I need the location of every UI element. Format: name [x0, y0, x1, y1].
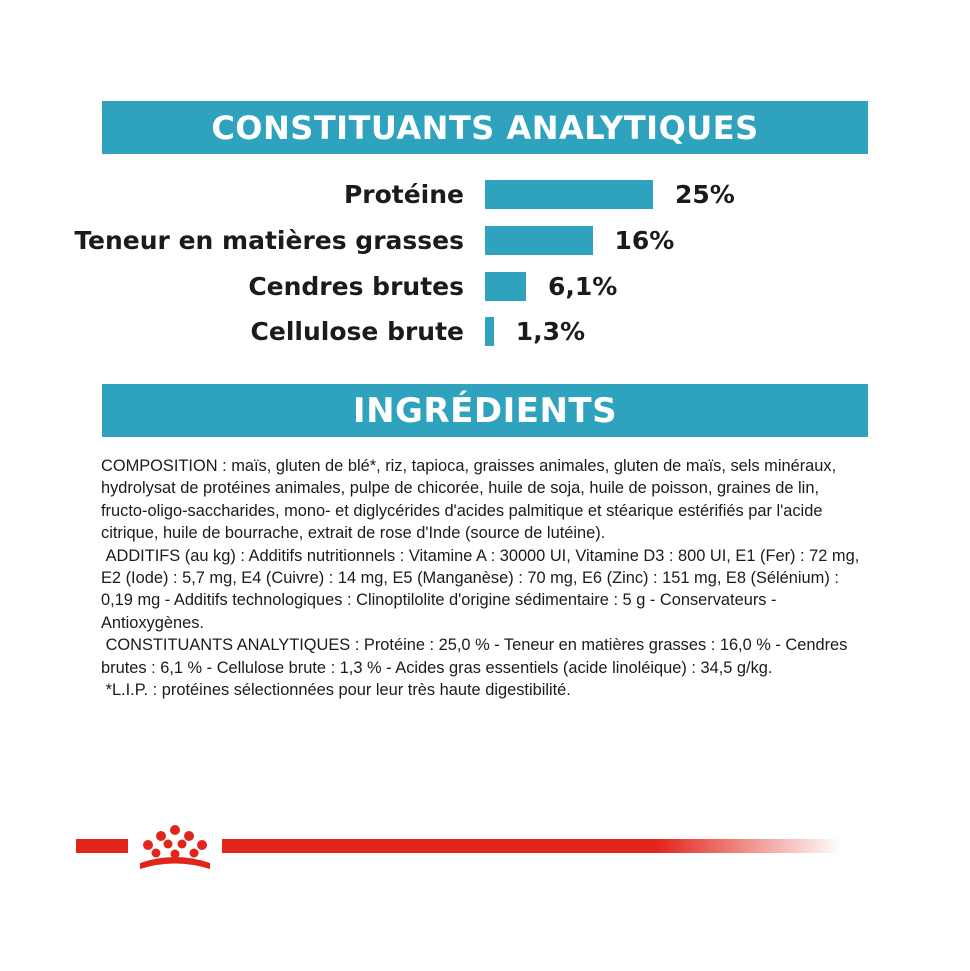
ingredients-title: INGRÉDIENTS [352, 390, 618, 431]
nutrient-bar [485, 317, 494, 346]
footer-divider-right [222, 839, 842, 853]
additives-paragraph: ADDITIFS (au kg) : Additifs nutritionnels : Vitamine A : 30000 UI, Vitamine D3 : 800 UI, E1 (Fer) : 72 mg, E2 (Iode) : 5,7 mg, E4 (Cuivre) : 14 mg, E5 (Manganèse) : 70 mg, E6 (Zinc) : 151 mg, E8 (Sélénium) : 0,19 mg - Additifs technologiques : Clinoptilolite d'origine sédimentaire : 5 g - Conservateurs - Antioxygènes. [101, 546, 864, 632]
nutrient-label: Cendres brutes [248, 272, 464, 301]
nutrient-row [0, 268, 970, 306]
nutrient-bar [485, 272, 526, 301]
analytic-paragraph: CONSTITUANTS ANALYTIQUES : Protéine : 25,0 % - Teneur en matières grasses : 16,0 % - Cendres brutes : 6,1 % - Cellulose brute : 1,3 % - Acides gras essentiels (acide linoléique) : 34,5 g/kg. [101, 636, 852, 677]
analytic-banner [102, 101, 868, 154]
analytic-title: CONSTITUANTS ANALYTIQUES [211, 108, 759, 147]
nutrient-label: Teneur en matières grasses [74, 226, 464, 255]
footer-divider-left [76, 839, 128, 853]
composition-paragraph: COMPOSITION : maïs, gluten de blé*, riz, tapioca, graisses animales, gluten de maïs, sels minéraux, hydrolysat de protéines animales, pulpe de chicorée, huile de soja, huile de poisson, graines de lin, fructo-oligo-saccharides, mono- et diglycérides d'acides palmitique et stéarique estérifiés par l'acide citrique, huile de bourrache, extrait de rose d'Inde (source de lutéine). [101, 457, 841, 543]
nutrient-label: Cellulose brute [250, 317, 464, 346]
nutrient-value: 25% [675, 180, 735, 209]
nutrient-bar [485, 226, 593, 255]
nutrient-value: 16% [614, 226, 675, 255]
nutrient-row [0, 313, 970, 351]
footnote-paragraph: *L.I.P. : protéines sélectionnées pour leur très haute digestibilité. [101, 681, 571, 700]
nutrient-row [0, 176, 970, 214]
nutrient-value: 1,3% [515, 317, 586, 346]
ingredients-text [101, 455, 863, 701]
nutrient-value: 6,1% [547, 272, 618, 301]
nutrient-row [0, 222, 970, 260]
ingredients-banner [102, 384, 868, 437]
nutrient-label: Protéine [343, 180, 464, 209]
royal-crown-icon [130, 823, 220, 873]
nutrient-bar [485, 180, 653, 209]
